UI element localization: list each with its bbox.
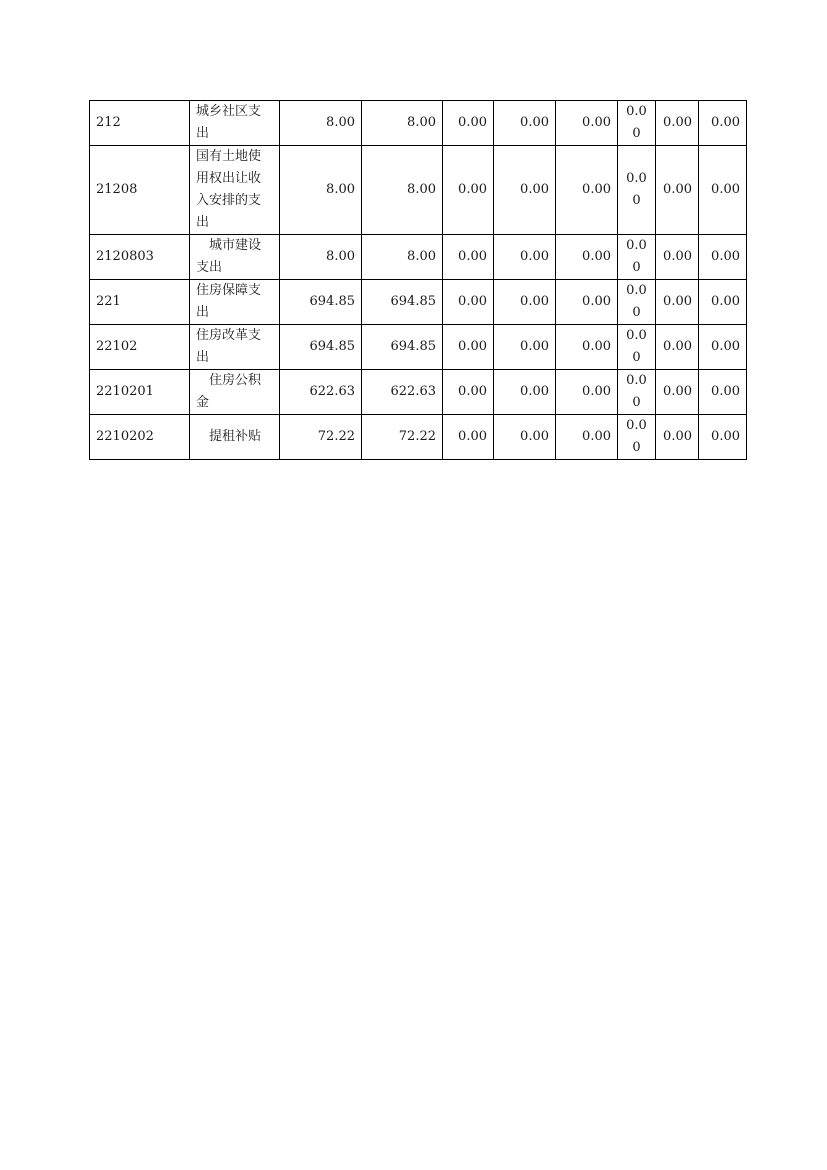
table-row [90, 146, 747, 235]
value-cell: 694.85 [280, 325, 362, 370]
table-row [90, 280, 747, 325]
value-cell: 694.85 [362, 325, 443, 370]
value-cell: 8.00 [362, 101, 443, 146]
value-cell: 0.00 [618, 101, 656, 146]
value-cell: 0.00 [699, 415, 747, 460]
subject-code-cell: 221 [90, 280, 190, 325]
value-cell: 0.00 [494, 370, 556, 415]
value-cell: 0.00 [699, 280, 747, 325]
value-cell: 0.00 [494, 280, 556, 325]
table-row [90, 101, 747, 146]
value-cell: 0.00 [656, 280, 699, 325]
value-cell: 0.00 [556, 370, 618, 415]
value-cell: 0.00 [443, 235, 494, 280]
value-cell: 0.00 [699, 101, 747, 146]
value-cell: 0.00 [443, 325, 494, 370]
subject-name-cell: 城市建设支出 [190, 235, 280, 280]
value-cell: 0.00 [656, 146, 699, 235]
subject-name-cell: 国有土地使用权出让收入安排的支出 [190, 146, 280, 235]
subject-code-cell: 2210202 [90, 415, 190, 460]
subject-name-cell: 城乡社区支出 [190, 101, 280, 146]
value-cell: 0.00 [656, 101, 699, 146]
value-cell: 0.00 [618, 415, 656, 460]
value-cell: 0.00 [443, 415, 494, 460]
value-cell: 0.00 [618, 280, 656, 325]
subject-name-cell: 住房公积金 [190, 370, 280, 415]
value-cell: 0.00 [556, 101, 618, 146]
subject-code-cell: 2210201 [90, 370, 190, 415]
subject-code-cell: 22102 [90, 325, 190, 370]
value-cell: 8.00 [280, 235, 362, 280]
subject-code-cell: 2120803 [90, 235, 190, 280]
value-cell: 622.63 [280, 370, 362, 415]
value-cell: 694.85 [362, 280, 443, 325]
table-body [90, 101, 747, 460]
value-cell: 0.00 [618, 370, 656, 415]
value-cell: 0.00 [443, 280, 494, 325]
value-cell: 0.00 [443, 146, 494, 235]
value-cell: 0.00 [556, 280, 618, 325]
value-cell: 0.00 [494, 235, 556, 280]
value-cell: 0.00 [618, 325, 656, 370]
value-cell: 0.00 [699, 370, 747, 415]
value-cell: 8.00 [362, 235, 443, 280]
value-cell: 0.00 [556, 325, 618, 370]
value-cell: 0.00 [494, 101, 556, 146]
subject-name-cell: 提租补贴 [190, 415, 280, 460]
table-row [90, 370, 747, 415]
value-cell: 0.00 [618, 146, 656, 235]
value-cell: 0.00 [656, 415, 699, 460]
budget-table [89, 100, 747, 460]
value-cell: 694.85 [280, 280, 362, 325]
value-cell: 72.22 [362, 415, 443, 460]
value-cell: 0.00 [443, 370, 494, 415]
value-cell: 0.00 [494, 325, 556, 370]
table-row [90, 415, 747, 460]
value-cell: 0.00 [656, 235, 699, 280]
value-cell: 0.00 [556, 235, 618, 280]
subject-code-cell: 21208 [90, 146, 190, 235]
value-cell: 0.00 [699, 146, 747, 235]
value-cell: 0.00 [494, 146, 556, 235]
value-cell: 0.00 [656, 325, 699, 370]
subject-name-cell: 住房改革支出 [190, 325, 280, 370]
value-cell: 622.63 [362, 370, 443, 415]
value-cell: 0.00 [699, 235, 747, 280]
value-cell: 0.00 [618, 235, 656, 280]
value-cell: 8.00 [362, 146, 443, 235]
value-cell: 0.00 [443, 101, 494, 146]
subject-code-cell: 212 [90, 101, 190, 146]
table-row [90, 325, 747, 370]
value-cell: 72.22 [280, 415, 362, 460]
value-cell: 8.00 [280, 146, 362, 235]
table-row [90, 235, 747, 280]
subject-name-cell: 住房保障支出 [190, 280, 280, 325]
value-cell: 0.00 [556, 146, 618, 235]
value-cell: 0.00 [699, 325, 747, 370]
value-cell: 0.00 [656, 370, 699, 415]
value-cell: 8.00 [280, 101, 362, 146]
value-cell: 0.00 [556, 415, 618, 460]
value-cell: 0.00 [494, 415, 556, 460]
